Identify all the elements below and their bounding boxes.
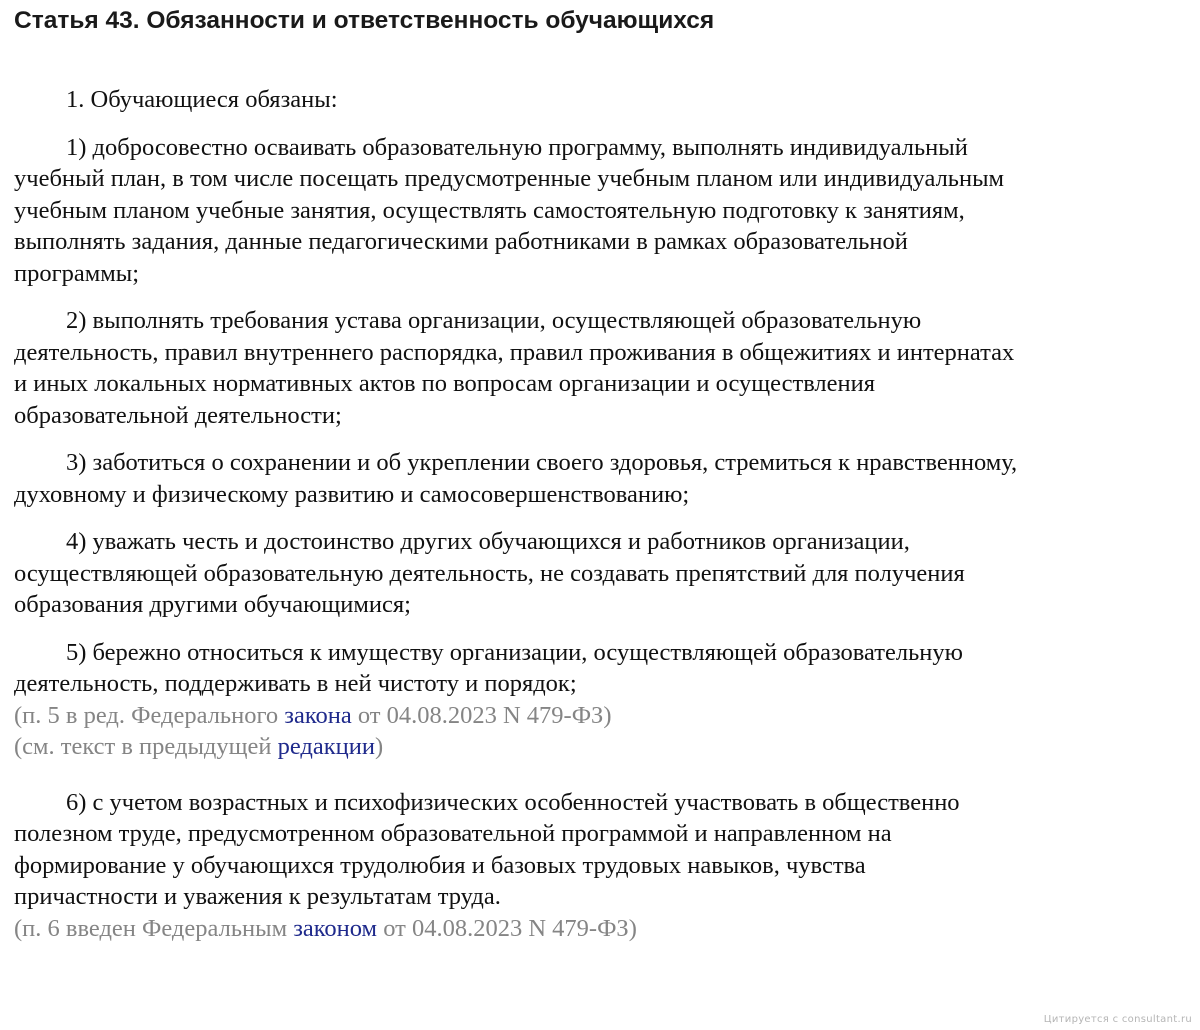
text-line: причастности и уважения к результатам труда. <box>14 883 501 910</box>
text-line: полезном труде, предусмотренном образовательной программой и направленном на <box>14 820 892 847</box>
text-line: осуществляющей образовательную деятельность, не создавать препятствий для получения <box>14 559 965 587</box>
note-text: (п. 6 введен Федеральным <box>14 914 294 942</box>
text-line: образования другими обучающимися; <box>14 591 411 618</box>
note-text: ) <box>374 733 384 760</box>
text-line: 1) добросовестно осваивать образовательную программу, выполнять индивидуальный <box>66 133 968 161</box>
introduction-note <box>14 913 1194 945</box>
paragraph-item-5 <box>14 637 1194 700</box>
paragraph-item-1 <box>14 132 1194 290</box>
edition-link[interactable]: редакции <box>277 733 375 760</box>
text-line: формирование у обучающихся трудолюбия и базовых трудовых навыков, чувства <box>14 851 866 879</box>
text-line: 3) заботиться о сохранении и об укреплении своего здоровья, стремиться к нравственному, <box>66 449 1018 476</box>
text-line: и иных локальных нормативных актов по вопросам организации и осуществления <box>14 370 876 397</box>
paragraph-item-6 <box>14 787 1194 913</box>
text-line: образовательной деятельности; <box>14 401 342 429</box>
text-line: выполнять задания, данные педагогическими работниками в рамках образовательной <box>14 228 908 255</box>
law-link[interactable]: законом <box>293 914 378 942</box>
text-line: учебный план, в том числе посещать предусмотренные учебным планом или индивидуальным <box>14 165 1005 192</box>
paragraph-item-3 <box>14 447 1194 510</box>
text-line: 2) выполнять требования устава организации, осуществляющей образовательную <box>66 307 922 334</box>
text-line: 5) бережно относиться к имуществу организации, осуществляющей образовательную <box>66 638 963 666</box>
text-line: 6) с учетом возрастных и психофизических особенностей участвовать в общественно <box>66 788 960 816</box>
paragraph-item-4 <box>14 526 1194 621</box>
amendment-note <box>14 700 1194 732</box>
paragraph-intro: 1. Обучающиеся обязаны: <box>66 86 338 113</box>
note-text: (п. 5 в ред. Федерального <box>14 701 285 729</box>
previous-edition-note <box>14 731 1194 763</box>
text-line: 4) уважать честь и достоинство других обучающихся и работников организации, <box>66 528 910 555</box>
text-line: деятельность, поддерживать в ней чистоту и порядок; <box>14 670 577 697</box>
text-line: программы; <box>14 259 140 287</box>
text-line: духовному и физическому развитию и самосовершенствованию; <box>14 480 690 508</box>
text-line: учебным планом учебные занятия, осуществлять самостоятельную подготовку к занятиям, <box>14 196 965 224</box>
article-title: Статья 43. Обязанности и ответственность обучающихся <box>14 7 715 34</box>
text-line: деятельность, правил внутреннего распорядка, правил проживания в общежитиях и интернатах <box>14 338 1015 366</box>
law-link[interactable]: закона <box>284 701 352 729</box>
note-text: от 04.08.2023 N 479-ФЗ) <box>377 914 637 942</box>
source-watermark: Цитируется с consultant.ru <box>1043 1014 1192 1025</box>
paragraph-item-2 <box>14 305 1194 431</box>
document-page <box>14 0 1194 944</box>
article-body <box>14 84 1194 944</box>
note-text: от 04.08.2023 N 479-ФЗ) <box>351 701 612 729</box>
note-text: (см. текст в предыдущей <box>14 733 278 760</box>
